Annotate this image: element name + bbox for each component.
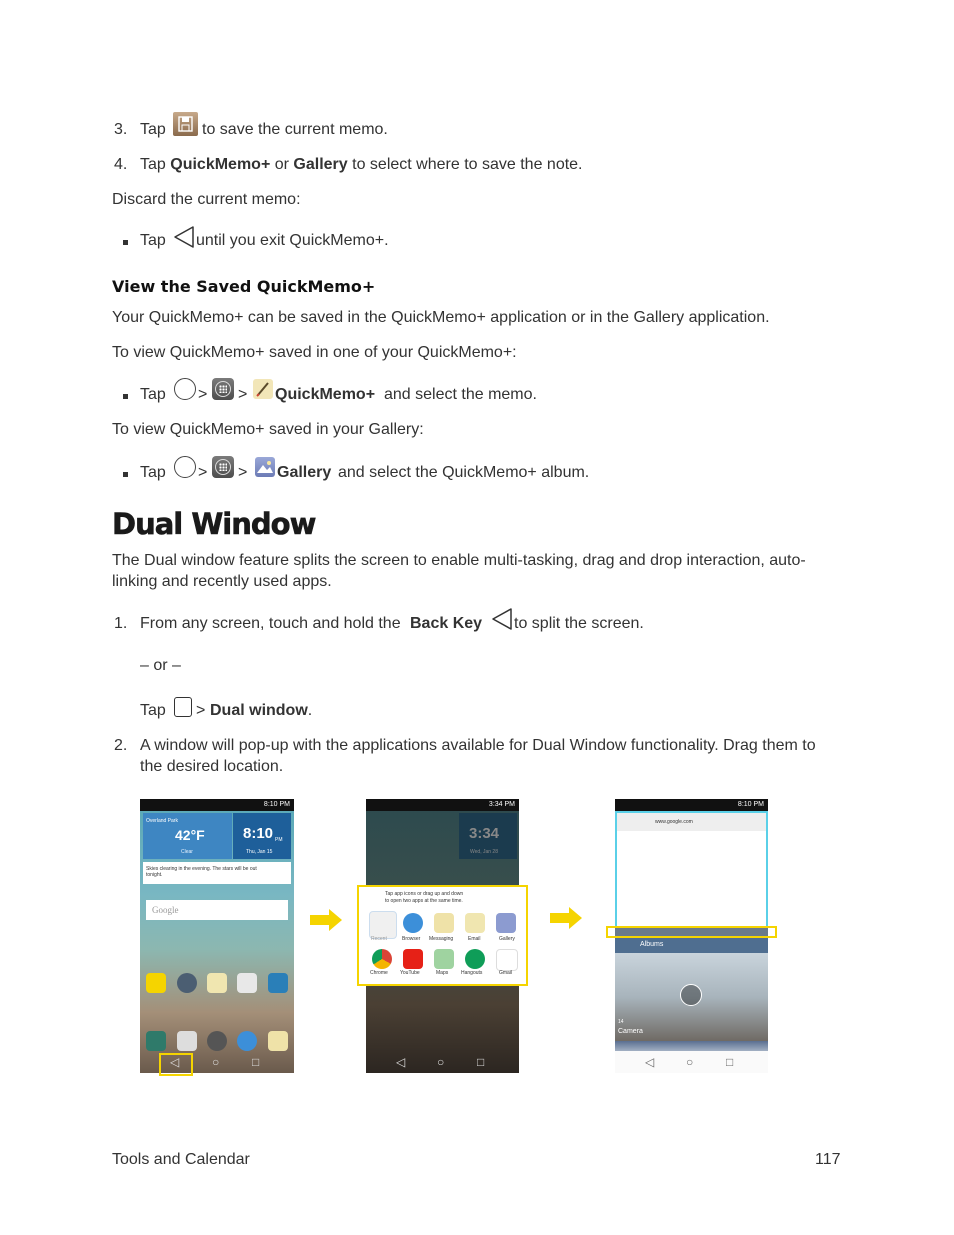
apps-drawer-icon xyxy=(207,1031,227,1051)
home-icon xyxy=(174,456,196,478)
page-title-dual-window: Dual Window xyxy=(112,507,316,541)
status-bar xyxy=(366,799,519,811)
hangouts-icon[interactable] xyxy=(465,949,485,969)
recent-apps-icon: □ xyxy=(477,1055,485,1069)
chrome-icon[interactable] xyxy=(372,949,392,969)
home-icon xyxy=(174,378,196,400)
bullet xyxy=(123,472,128,477)
bullet xyxy=(123,240,128,245)
albums-title: Albums xyxy=(640,941,664,948)
messaging-app-icon xyxy=(268,1031,288,1051)
gallery-toolbar xyxy=(615,937,768,953)
step3-text: to save the current memo. xyxy=(202,121,388,138)
dual-step2-line1: A window will pop-up with the applications available for Dual Window functionality. Drag them to xyxy=(140,737,816,754)
greater-than: > xyxy=(198,386,208,403)
quickmemo-label: QuickMemo+ xyxy=(170,156,271,173)
browser-app-icon xyxy=(237,1031,257,1051)
nav-bar xyxy=(366,1051,519,1073)
recent-apps-icon: □ xyxy=(252,1055,260,1069)
status-time: 8:10 PM xyxy=(737,801,764,808)
gallery-icon xyxy=(255,457,275,477)
home-icon: ○ xyxy=(437,1055,445,1069)
popup-instruction-2: to open two apps at the same time. xyxy=(385,898,463,904)
app-label-gallery: Gallery xyxy=(499,936,515,942)
discard-tap: Tap xyxy=(140,232,166,249)
view-intro-gallery: To view QuickMemo+ saved in your Gallery: xyxy=(112,421,424,438)
split-handle-highlight xyxy=(606,926,777,938)
clock-date: Wed, Jan 28 xyxy=(470,849,498,855)
dual-step1-number: 1. xyxy=(114,615,128,632)
clock-widget xyxy=(233,813,291,859)
camera-app-icon xyxy=(177,1031,197,1051)
clock-date: Thu, Jan 15 xyxy=(246,849,273,855)
step4-tap: Tap xyxy=(140,156,166,173)
save-icon xyxy=(173,112,198,136)
camera-album[interactable] xyxy=(615,953,768,1041)
back-icon: ◁ xyxy=(645,1055,655,1069)
play-store-icon xyxy=(237,973,257,993)
dual-paragraph-line2: linking and recently used apps. xyxy=(112,573,332,590)
recent-apps-icon: □ xyxy=(726,1055,734,1069)
back-icon xyxy=(172,225,196,254)
recent-icon[interactable] xyxy=(369,911,397,939)
bullet xyxy=(123,394,128,399)
back-icon: ◁ xyxy=(396,1055,406,1069)
or-text: or xyxy=(274,156,289,173)
step4-number: 4. xyxy=(114,156,128,173)
youtube-icon[interactable] xyxy=(403,949,423,969)
clock-time: 8:10 xyxy=(243,825,274,842)
phone-app-icon xyxy=(146,1031,166,1051)
url-text: www.google.com xyxy=(655,819,693,825)
weather-condition: Clear xyxy=(181,849,193,855)
dual-step1-rest: to split the screen. xyxy=(514,615,644,632)
view-saved-paragraph: Your QuickMemo+ can be saved in the QuickMemo+ application or in the Gallery application. xyxy=(112,309,770,326)
step3-tap: Tap xyxy=(140,121,166,138)
back-key-highlight xyxy=(159,1053,193,1076)
nav-bar xyxy=(615,1051,768,1073)
browser-toolbar xyxy=(617,813,766,831)
play-icon[interactable] xyxy=(680,984,702,1006)
quickmemo-icon xyxy=(253,379,273,399)
album-count: 14 xyxy=(618,1019,624,1025)
greater-than: > xyxy=(196,702,206,719)
b1-rest: and select the memo. xyxy=(384,386,537,403)
dual-step1-text: From any screen, touch and hold the xyxy=(140,615,401,632)
dual-tap: Tap xyxy=(140,702,166,719)
gallery-app-label: Gallery xyxy=(277,464,332,481)
email-icon xyxy=(207,973,227,993)
greater-than: > xyxy=(198,464,208,481)
dual-window-label: Dual window xyxy=(210,702,308,719)
back-icon: ◁ xyxy=(170,1055,180,1069)
apps-icon xyxy=(212,378,234,400)
view-intro-quickmemo: To view QuickMemo+ saved in one of your QuickMemo+: xyxy=(112,344,517,361)
dual-window-popup xyxy=(357,885,528,986)
app-label-email: Email xyxy=(468,936,481,942)
b2-tap: Tap xyxy=(140,464,166,481)
step4-text xyxy=(140,155,583,175)
greater-than: > xyxy=(238,464,248,481)
popup-instruction-1: Tap app icons or drag up and down xyxy=(385,891,464,897)
dual-window-option xyxy=(210,701,312,721)
status-time: 3:34 PM xyxy=(488,801,515,808)
b1-tap: Tap xyxy=(140,386,166,403)
app-label-gmail: Gmail xyxy=(499,970,513,976)
browser-icon[interactable] xyxy=(403,913,423,933)
clock-ampm: PM xyxy=(275,837,283,843)
app-label-messaging: Messaging xyxy=(429,936,454,942)
gallery-icon[interactable] xyxy=(496,913,516,933)
maps-icon[interactable] xyxy=(434,949,454,969)
weather-location: Overland Park xyxy=(146,818,178,824)
status-bar xyxy=(140,799,294,811)
home-icon: ○ xyxy=(686,1055,694,1069)
status-bar xyxy=(615,799,768,811)
page-number: 117 xyxy=(815,1151,841,1168)
app-label-chrome: Chrome xyxy=(370,970,388,976)
voicemail-icon xyxy=(268,973,288,993)
weather-temp: 42°F xyxy=(175,827,205,843)
weather-notice xyxy=(143,862,291,884)
gallery-label: Gallery xyxy=(293,156,348,173)
discard-text: until you exit QuickMemo+. xyxy=(196,232,389,249)
google-folder-icon xyxy=(177,973,197,993)
greater-than: > xyxy=(238,386,248,403)
arrow-right-icon xyxy=(549,906,583,930)
google-search-bar xyxy=(146,900,288,920)
step4-rest: to select where to save the note. xyxy=(352,156,583,173)
weather-notice-text: Skies clearing in the evening. The stars will be out tonight. xyxy=(146,866,257,878)
arrow-right-icon xyxy=(309,908,343,932)
app-label-maps: Maps xyxy=(436,970,449,976)
footer-section: Tools and Calendar xyxy=(112,1151,250,1168)
album-name: Camera xyxy=(618,1028,643,1035)
section-heading-view-saved: View the Saved QuickMemo+ xyxy=(112,277,376,296)
or-separator: – or – xyxy=(140,657,181,674)
status-time: 8:10 PM xyxy=(263,801,290,808)
messaging-icon[interactable] xyxy=(434,913,454,933)
clock-time: 3:34 xyxy=(469,825,500,842)
email-icon[interactable] xyxy=(465,913,485,933)
recent-apps-icon xyxy=(174,697,192,717)
browser-window xyxy=(615,811,768,928)
sprint-tv-icon xyxy=(146,973,166,993)
period: . xyxy=(307,702,313,719)
app-label-recent: Recent xyxy=(371,936,387,942)
discard-intro: Discard the current memo: xyxy=(112,191,301,208)
dual-step2-number: 2. xyxy=(114,737,128,754)
dual-step2-line2: the desired location. xyxy=(140,758,284,775)
home-icon: ○ xyxy=(212,1055,220,1069)
quickmemo-app-label: QuickMemo+ xyxy=(275,386,376,403)
phone-screenshot-home xyxy=(140,799,294,1073)
step3-number: 3. xyxy=(114,121,128,138)
clock-widget xyxy=(459,813,517,859)
b2-rest: and select the QuickMemo+ album. xyxy=(338,464,590,481)
app-label-hangouts: Hangouts xyxy=(461,970,483,976)
back-icon xyxy=(490,607,514,636)
app-label-youtube: YouTube xyxy=(400,970,420,976)
weather-widget xyxy=(143,813,232,859)
app-label-browser: Browser xyxy=(402,936,421,942)
apps-icon xyxy=(212,456,234,478)
dual-paragraph-line1: The Dual window feature splits the screen to enable multi-tasking, drag and drop interaction, auto- xyxy=(112,552,806,569)
gmail-icon[interactable] xyxy=(496,949,518,971)
back-key-label: Back Key xyxy=(410,615,483,632)
google-search-text: Google xyxy=(152,905,179,915)
